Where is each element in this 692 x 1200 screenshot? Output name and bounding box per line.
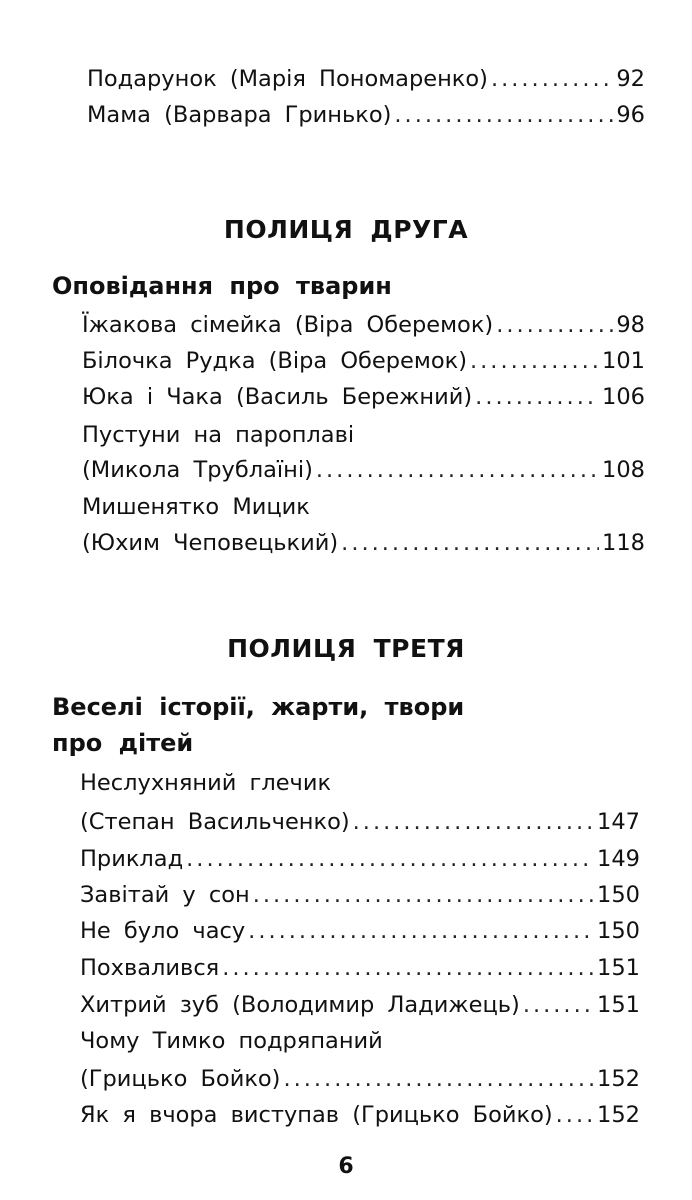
entry-page: 118 [602, 530, 645, 556]
entry-title: Не було часу [80, 918, 246, 944]
entry-title: Білочка Рудка (Віра Оберемок) [82, 348, 467, 374]
dot-leader [353, 805, 594, 839]
entry-title: Подарунок (Марія Пономаренко) [87, 66, 488, 92]
entry-title: Мама (Варвара Гринько) [87, 102, 392, 128]
dot-leader [470, 344, 599, 378]
toc-entry [80, 951, 640, 985]
toc-entry [82, 344, 645, 378]
dot-leader [283, 1062, 594, 1096]
section-heading: Оповідання про тварин [52, 272, 392, 300]
entry-page: 151 [597, 992, 640, 1018]
toc-entry [80, 1062, 640, 1096]
entry-title-line1: Мишенятко Мицик [82, 494, 310, 520]
toc-entry [80, 878, 640, 912]
dot-leader [316, 453, 599, 487]
dot-leader [491, 62, 613, 96]
toc-entry [80, 1098, 640, 1132]
toc-entry [80, 914, 640, 948]
dot-leader [556, 1098, 594, 1132]
dot-leader [248, 914, 594, 948]
entry-title: Юка і Чака (Василь Бережний) [82, 384, 473, 410]
entry-page: 152 [597, 1066, 640, 1092]
toc-entry [80, 988, 640, 1022]
entry-title-line1: Пустуни на пароплаві [82, 422, 355, 448]
entry-title: Їжакова сімейка (Віра Оберемок) [82, 312, 494, 338]
entry-title: Завітай у сон [80, 882, 250, 908]
entry-page: 98 [616, 312, 645, 338]
toc-entry [87, 98, 645, 132]
section-heading: Веселі історії, жарти, твори [52, 693, 465, 721]
entry-title: Як я вчора виступав (Грицько Бойко) [80, 1102, 553, 1128]
entry-page: 101 [602, 348, 645, 374]
entry-title: (Микола Трублаїні) [82, 457, 313, 483]
dot-leader [496, 308, 613, 342]
dot-leader [394, 98, 613, 132]
entry-page: 96 [616, 102, 645, 128]
dot-leader [341, 526, 599, 560]
dot-leader [523, 988, 594, 1022]
entry-title: Похвалився [80, 955, 220, 981]
dot-leader [475, 380, 599, 414]
section-heading-line2: про дітей [52, 729, 194, 757]
toc-entry [82, 380, 645, 414]
entry-page: 150 [597, 918, 640, 944]
entry-page: 149 [597, 846, 640, 872]
toc-entry [82, 526, 645, 560]
entry-title: (Юхим Чеповецький) [82, 530, 339, 556]
entry-title-line1: Неслухняний глечик [80, 770, 332, 796]
toc-entry [80, 842, 640, 876]
entry-page: 150 [597, 882, 640, 908]
entry-page: 106 [602, 384, 645, 410]
entry-title: (Степан Васильченко) [80, 809, 350, 835]
shelf-heading: ПОЛИЦЯ ТРЕТЯ [227, 634, 465, 663]
entry-title-line1: Чому Тимко подряпаний [80, 1028, 383, 1054]
entry-page: 108 [602, 457, 645, 483]
entry-page: 152 [597, 1102, 640, 1128]
dot-leader [253, 878, 594, 912]
entry-page: 147 [597, 809, 640, 835]
toc-entry [80, 805, 640, 839]
entry-title: Хитрий зуб (Володимир Ладижець) [80, 992, 520, 1018]
shelf-heading: ПОЛИЦЯ ДРУГА [223, 215, 469, 244]
dot-leader [222, 951, 594, 985]
entry-page: 151 [597, 955, 640, 981]
entry-page: 92 [616, 66, 645, 92]
dot-leader [186, 842, 594, 876]
toc-entry [82, 453, 645, 487]
toc-entry [82, 308, 645, 342]
page-number: 6 [338, 1154, 354, 1179]
entry-title: Приклад [80, 846, 184, 872]
toc-entry [87, 62, 645, 96]
entry-title: (Грицько Бойко) [80, 1066, 281, 1092]
